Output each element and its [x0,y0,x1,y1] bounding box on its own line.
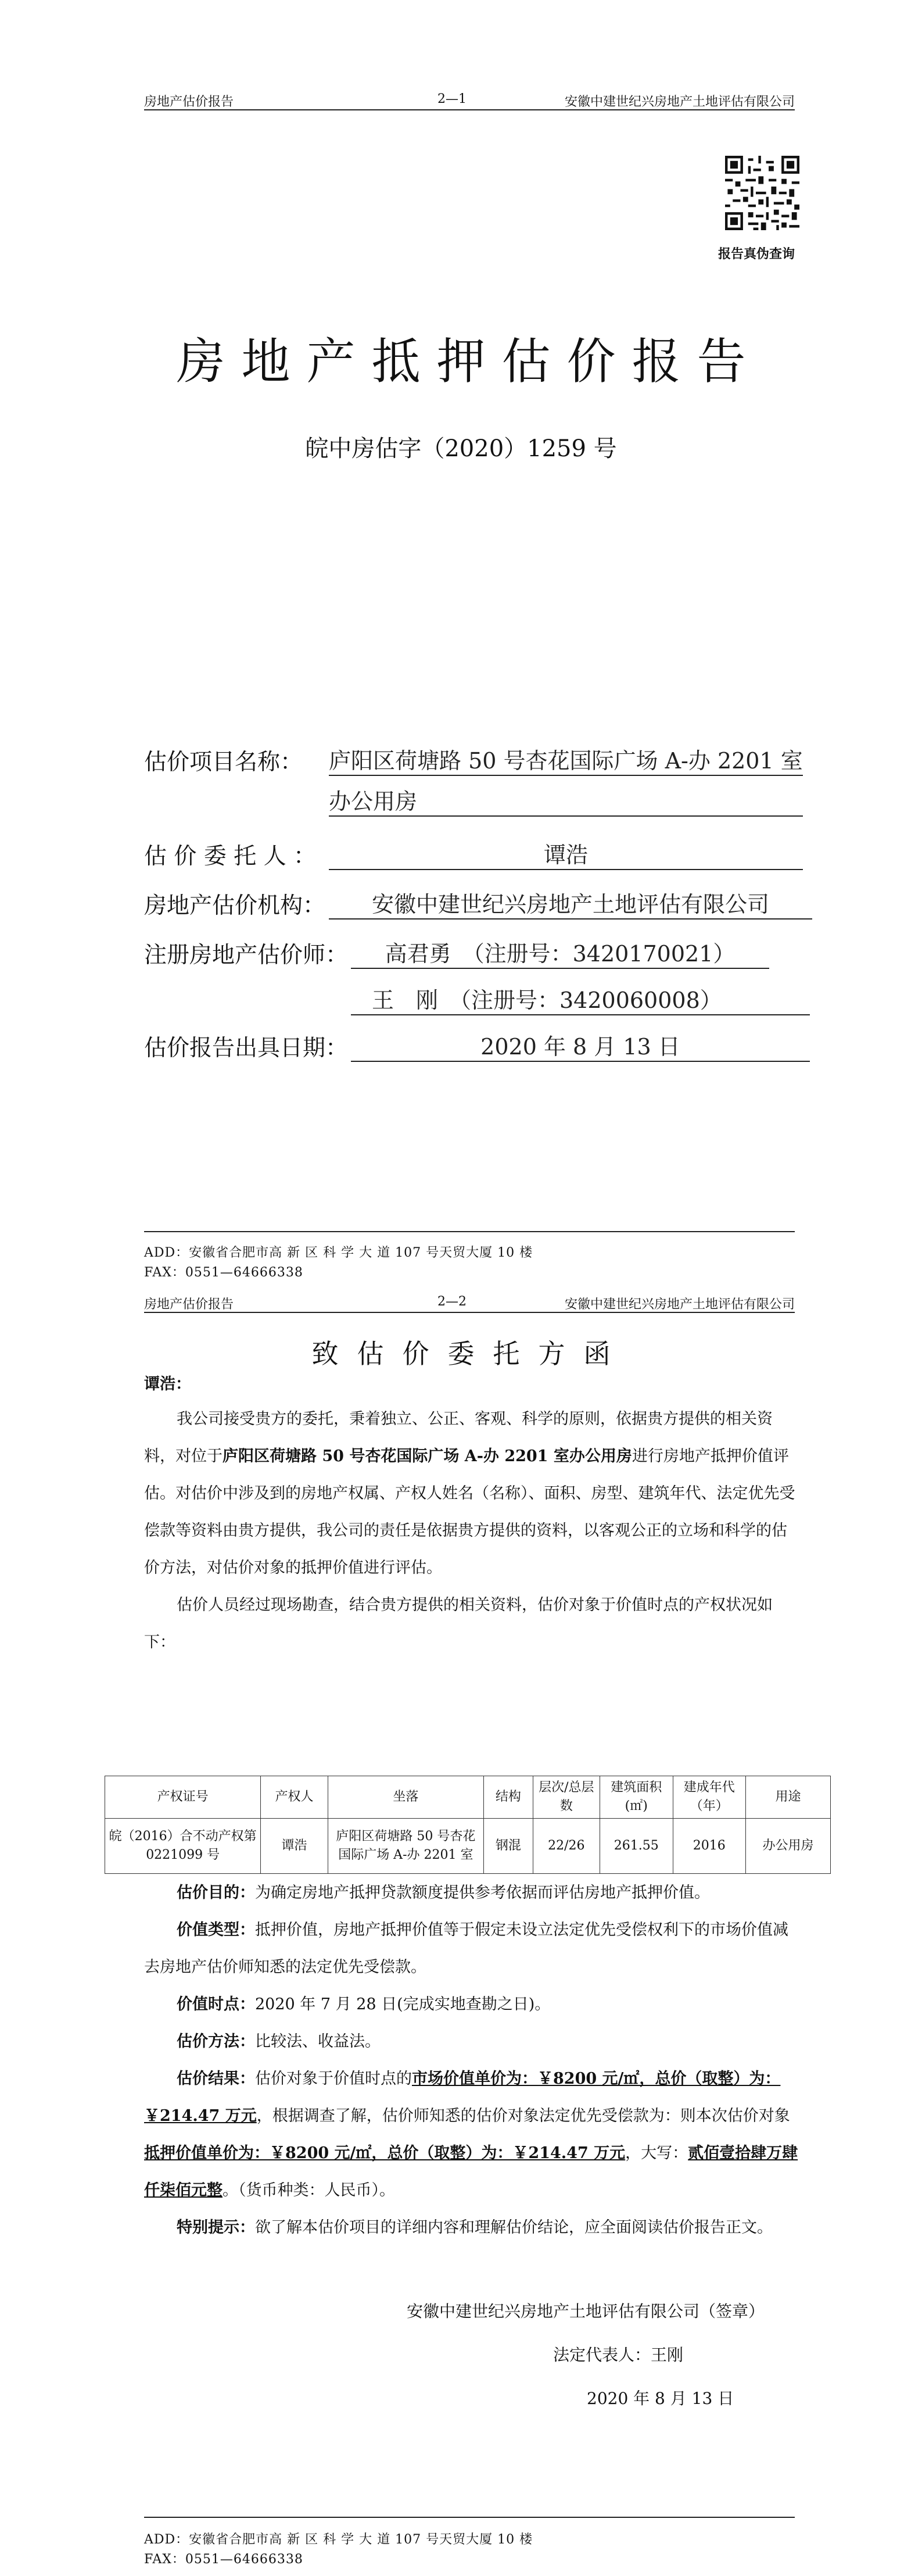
signature-date: 2020 年 8 月 13 日 [587,2389,734,2408]
footer-fax: FAX：0551—64666338 [144,1265,303,1280]
header-page-number: 2—1 [437,92,467,106]
header-left: 房地产估价报告 [144,1297,234,1312]
salutation: 谭浩： [144,1375,191,1393]
property-location: 庐阳区荷塘路 50 号杏花国际广场 A-办 2201 室办公用房 [223,1447,632,1465]
th-use: 用途 [746,1776,831,1819]
td-structure: 钢混 [484,1819,533,1874]
report-title: 房地产抵押估价报告 [176,333,762,390]
page-header [144,92,795,110]
table-row [105,1819,831,1874]
td-location: 庐阳区荷塘路 50 号杏花国际广场 A-办 2201 室 [328,1819,483,1874]
th-year: 建成年代（年） [673,1776,746,1819]
td-floor: 22/26 [533,1819,600,1874]
td-use: 办公用房 [746,1819,831,1874]
property-table [105,1776,831,1874]
qr-code-icon[interactable] [725,156,799,230]
table-header-row [105,1776,831,1819]
report-date-value: 2020 年 8 月 13 日 [351,1029,810,1062]
market-value: 市场价值单价为：￥8200 元/㎡，总价（取整）为：￥214.47 万元 [144,2070,781,2125]
agency-value: 安徽中建世纪兴房地产土地评估有限公司 [329,886,812,920]
client-value: 谭浩 [329,837,803,870]
appraiser-label: 注册房地产估价师： [144,942,349,968]
paragraph-purpose: 估价目的：为确定房地产抵押贷款额度提供参考依据而评估房地产抵押价值。 [177,1884,710,1902]
td-cert: 皖（2016）合不动产权第 0221099 号 [105,1819,261,1874]
qr-caption: 报告真伪查询 [718,246,795,262]
td-area: 261.55 [600,1819,673,1874]
client-label: 估 价 委 托 人 ： [144,843,316,870]
paragraph-intro: 我公司接受贵方的委托，秉着独立、公正、客观、科学的原则，依据贵方提供的相关资料，对位于庐阳区荷塘路 50 号杏花国际广场 A-办 2201 室办公用房进行房地产抵押价值评估。对估价中涉及到的房地产权属、产权人姓名（名称）、面积、房型、建筑年代、法定优先受偿款等资料由贵方提供，我公司的责任是依据贵方提供的资料，以客观公正的立场和科学的估价方法，对估价对象的抵押价值进行评估。 [144,1410,795,1577]
project-name-line1: 庐阳区荷塘路 50 号杏花国际广场 A-办 2201 室 [329,743,803,776]
value-in-words: 贰佰壹拾肆万肆仟柒佰元整 [144,2144,798,2199]
td-owner: 谭浩 [261,1819,328,1874]
signature-representative: 法定代表人：王刚 [553,2345,684,2364]
mortgage-value: 抵押价值单价为：￥8200 元/㎡，总价（取整）为：￥214.47 万元 [144,2144,626,2162]
th-area: 建筑面积(㎡) [600,1776,673,1819]
paragraph-survey: 估价人员经过现场勘查，结合贵方提供的相关资料，估价对象于价值时点的产权状况如下： [144,1596,773,1651]
letter-title: 致估价委托方函 [311,1338,629,1369]
paragraph-method: 估价方法：比较法、收益法。 [177,2033,381,2051]
header-left: 房地产估价报告 [144,95,234,109]
footer-fax-2: FAX：0551—64666338 [144,2552,303,2567]
th-cert: 产权证号 [105,1776,261,1819]
header-page-number: 2—2 [437,1294,467,1309]
page-header [144,1294,795,1313]
paragraph-tip: 特别提示：欲了解本估价项目的详细内容和理解估价结论，应全面阅读估价报告正文。 [177,2219,773,2237]
footer-divider [144,1231,795,1232]
appraiser-2: 王 刚 （注册号：3420060008） [351,982,810,1015]
header-company: 安徽中建世纪兴房地产土地评估有限公司 [564,1297,795,1312]
project-name-label: 估价项目名称： [144,749,303,775]
footer-address: ADD：安徽省合肥市高 新 区 科 学 大 道 107 号天贸大厦 10 楼 [144,1246,533,1260]
project-name-line2: 办公用房 [329,783,803,817]
th-owner: 产权人 [261,1776,328,1819]
th-location: 坐落 [328,1776,483,1819]
agency-label: 房地产估价机构： [144,893,326,919]
header-company: 安徽中建世纪兴房地产土地评估有限公司 [564,95,795,109]
report-date-label: 估价报告出具日期： [144,1035,349,1061]
th-floor: 层次/总层数 [533,1776,600,1819]
report-cover-page [0,0,922,1287]
paragraph-value-type: 价值类型：抵押价值，房地产抵押价值等于假定未设立法定优先受偿权利下的市场价值减去房地产估价师知悉的法定优先受偿款。 [144,1921,788,1976]
paragraph-value-time: 价值时点：2020 年 7 月 28 日(完成实地查勘之日)。 [177,1995,551,2013]
paragraph-result: 估价结果：估价对象于价值时点的市场价值单价为：￥8200 元/㎡，总价（取整）为：￥214.47 万元，根据调查了解，估价师知悉的估价对象法定优先受偿款为：则本次估价对象抵押价值单价为：￥8200 元/㎡，总价（取整）为：￥214.47 万元，大写：贰佰壹拾肆万肆仟柒佰元整。（货币种类：人民币）。 [144,2070,798,2199]
footer-address-2: ADD：安徽省合肥市高 新 区 科 学 大 道 107 号天贸大厦 10 楼 [144,2532,533,2547]
signature-company: 安徽中建世纪兴房地产土地评估有限公司（签章） [407,2302,765,2321]
td-year: 2016 [673,1819,746,1874]
appraiser-1: 高君勇 （注册号：3420170021） [351,936,769,969]
footer-divider-2 [144,2517,795,2518]
report-number: 皖中房估字（2020）1259 号 [305,435,617,462]
th-structure: 结构 [484,1776,533,1819]
